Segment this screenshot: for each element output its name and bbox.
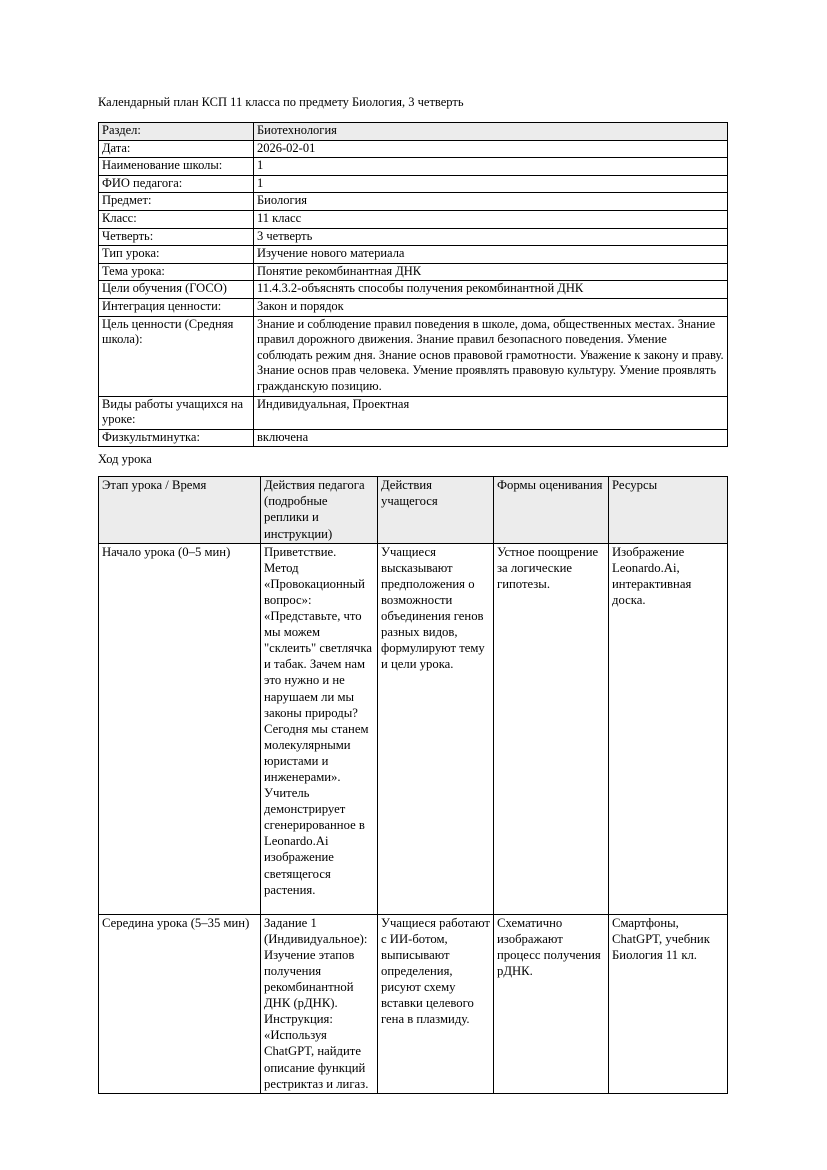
info-label: ФИО педагога: — [99, 175, 254, 193]
document-title: Календарный план КСП 11 класса по предмету Биология, 3 четверть — [98, 95, 464, 109]
info-row-section — [99, 123, 728, 141]
info-row-school — [99, 158, 728, 176]
info-row-work-types — [99, 396, 728, 429]
info-value: 1 — [254, 158, 728, 176]
info-label: Интеграция ценности: — [99, 298, 254, 316]
assessment-cell: Устное поощрение за логические гипотезы. — [494, 543, 609, 914]
resources-cell: Изображение Leonardo.Ai, интерактивная доска. — [609, 543, 728, 914]
stage-cell: Начало урока (0–5 мин) — [99, 543, 261, 914]
info-label: Наименование школы: — [99, 158, 254, 176]
info-value: включена — [254, 429, 728, 447]
info-row-learning-goals — [99, 281, 728, 299]
info-value: Изучение нового материала — [254, 246, 728, 264]
info-value: Знание и соблюдение правил поведения в школе, дома, общественных местах. Знание правил дорожного движения. Знание правил безопасного поведения. Умение соблюдать режим дня. Знание основ правовой грамотности. Уважение к закону и праву. Знание основ прав человека. Умение проявлять правовую культуру. Умение проявлять гражданскую позицию. — [254, 316, 728, 396]
stage-cell: Середина урока (5–35 мин) — [99, 914, 261, 1093]
info-row-exercise-break — [99, 429, 728, 447]
lesson-row-start — [99, 543, 728, 914]
info-row-subject — [99, 193, 728, 211]
info-label: Физкультминутка: — [99, 429, 254, 447]
info-value: 2026-02-01 — [254, 140, 728, 158]
info-row-quarter — [99, 228, 728, 246]
info-value: Индивидуальная, Проектная — [254, 396, 728, 429]
info-row-lesson-type — [99, 246, 728, 264]
info-value: Биотехнология — [254, 123, 728, 141]
info-label: Раздел: — [99, 123, 254, 141]
lesson-flow-heading: Ход урока — [98, 452, 152, 467]
info-value: Понятие рекомбинантная ДНК — [254, 263, 728, 281]
info-label: Класс: — [99, 210, 254, 228]
info-label: Тип урока: — [99, 246, 254, 264]
info-row-lesson-topic — [99, 263, 728, 281]
header-assessment-forms: Формы оценивания — [494, 477, 609, 543]
info-value: 3 четверть — [254, 228, 728, 246]
info-value: 1 — [254, 175, 728, 193]
info-value: Закон и порядок — [254, 298, 728, 316]
info-row-values-goal — [99, 316, 728, 396]
info-value: 11.4.3.2-объяснять способы получения рекомбинантной ДНК — [254, 281, 728, 299]
teacher-actions-cell: Приветствие. Метод «Провокационный вопрос»: «Представьте, что мы можем "склеить" светлячка и табак. Зачем нам это нужно и не нарушаем ли мы законы природы? Сегодня мы станем молекулярными юристами и инженерами». Учитель демонстрирует сгенерированное в Leonardo.Ai изображение светящегося растения. — [261, 543, 378, 914]
info-row-date — [99, 140, 728, 158]
info-label: Цель ценности (Средняя школа): — [99, 316, 254, 396]
info-label: Цели обучения (ГОСО) — [99, 281, 254, 299]
header-teacher-actions: Действия педагога (подробные реплики и инструкции) — [261, 477, 378, 543]
info-label: Дата: — [99, 140, 254, 158]
header-resources: Ресурсы — [609, 477, 728, 543]
lesson-table-header-row — [99, 477, 728, 543]
info-value: Биология — [254, 193, 728, 211]
resources-cell: Смартфоны, ChatGPT, учебник Биология 11 кл. — [609, 914, 728, 1093]
info-label: Виды работы учащихся на уроке: — [99, 396, 254, 429]
lesson-flow-table — [98, 476, 728, 1093]
header-student-actions: Действия учащегося — [378, 477, 494, 543]
lesson-row-middle — [99, 914, 728, 1093]
info-row-teacher-name — [99, 175, 728, 193]
info-row-values-integration — [99, 298, 728, 316]
info-row-class — [99, 210, 728, 228]
info-label: Тема урока: — [99, 263, 254, 281]
assessment-cell: Схематично изображают процесс получения рДНК. — [494, 914, 609, 1093]
document-content — [98, 95, 727, 1094]
info-label: Четверть: — [99, 228, 254, 246]
student-actions-cell: Учащиеся высказывают предположения о возможности объединения генов разных видов, формулируют тему и цели урока. — [378, 543, 494, 914]
info-value: 11 класс — [254, 210, 728, 228]
teacher-actions-cell: Задание 1 (Индивидуальное): Изучение этапов получения рекомбинантной ДНК (рДНК). Инструкция: «Используя ChatGPT, найдите описание функций рестриктаз и лигаз. — [261, 914, 378, 1093]
lesson-info-table — [98, 122, 728, 447]
student-actions-cell: Учащиеся работают с ИИ-ботом, выписывают определения, рисуют схему вставки целевого гена в плазмиду. — [378, 914, 494, 1093]
header-stage: Этап урока / Время — [99, 477, 261, 543]
info-label: Предмет: — [99, 193, 254, 211]
